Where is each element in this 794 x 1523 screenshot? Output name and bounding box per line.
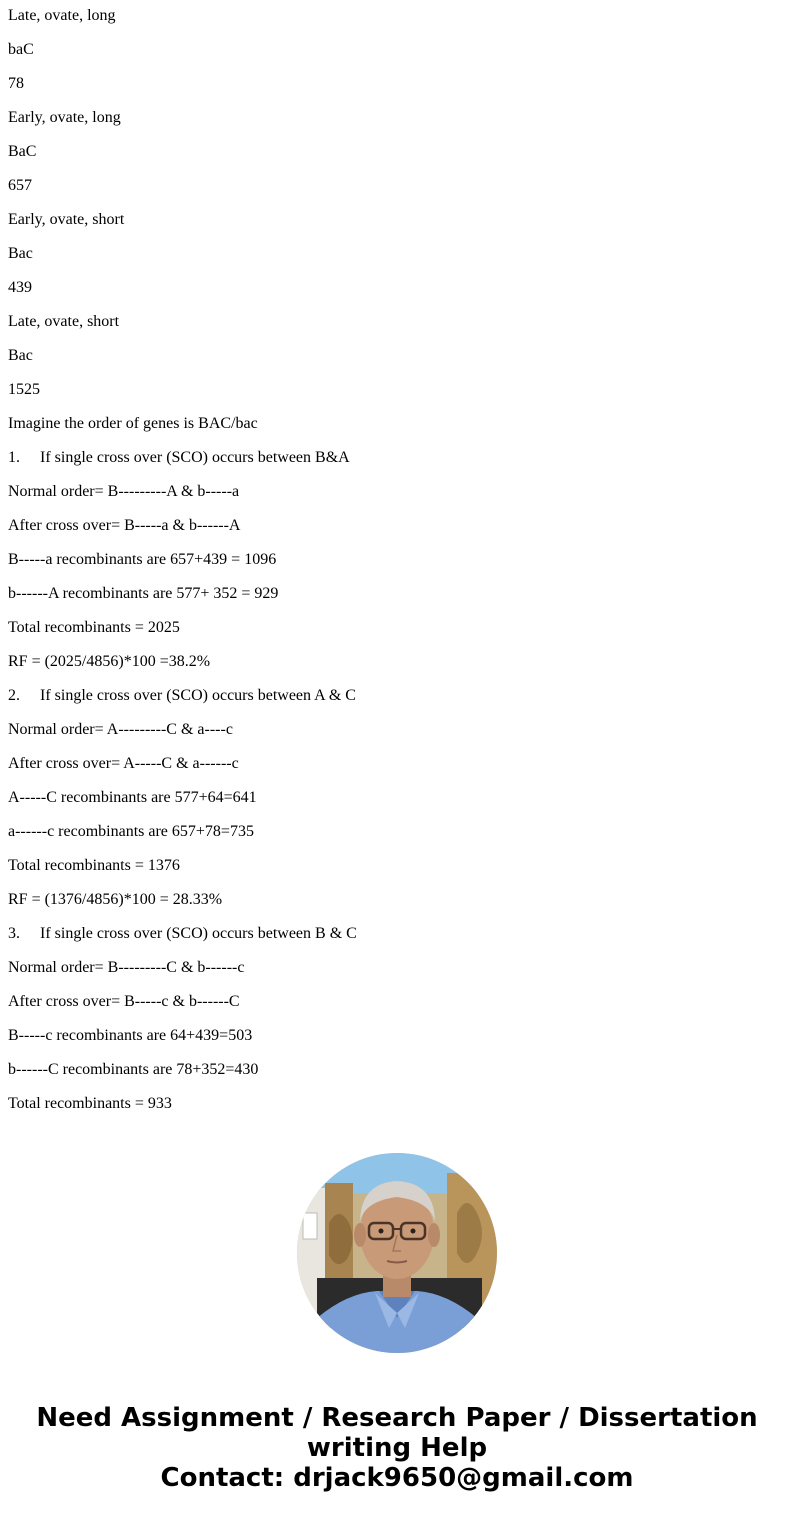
footer-line: writing Help xyxy=(306,1433,488,1463)
text-line: 78 xyxy=(8,75,24,92)
text-line: Total recombinants = 933 xyxy=(8,1095,172,1112)
section-heading xyxy=(8,449,788,467)
author-avatar xyxy=(297,1153,497,1353)
text-line: A-----C recombinants are 577+64=641 xyxy=(8,789,257,806)
section-heading-text: If single cross over (SCO) occurs between B&A xyxy=(40,449,350,466)
text-line: After cross over= B-----a & b------A xyxy=(8,517,241,534)
document-body xyxy=(8,0,788,1129)
section-heading xyxy=(8,925,788,943)
text-line: Late, ovate, short xyxy=(8,313,120,330)
text-line: After cross over= A-----C & a------c xyxy=(8,755,239,772)
section-number: 2. xyxy=(8,687,20,704)
text-line: After cross over= B-----c & b------C xyxy=(8,993,240,1010)
text-line: BaC xyxy=(8,143,37,160)
text-line: 657 xyxy=(8,177,32,194)
text-line: B-----c recombinants are 64+439=503 xyxy=(8,1027,253,1044)
section-heading-text: If single cross over (SCO) occurs between B & C xyxy=(40,925,357,942)
text-line: a------c recombinants are 657+78=735 xyxy=(8,823,254,840)
text-line: b------A recombinants are 577+ 352 = 929 xyxy=(8,585,279,602)
text-line: 439 xyxy=(8,279,32,296)
text-line: Imagine the order of genes is BAC/bac xyxy=(8,415,258,432)
text-line: Normal order= B---------C & b------c xyxy=(8,959,245,976)
section-heading-text: If single cross over (SCO) occurs between A & C xyxy=(40,687,356,704)
text-line: Bac xyxy=(8,245,33,262)
section-heading xyxy=(8,687,788,705)
text-line: RF = (2025/4856)*100 =38.2% xyxy=(8,653,211,670)
text-line: b------C recombinants are 78+352=430 xyxy=(8,1061,259,1078)
text-line: 1525 xyxy=(8,381,40,398)
text-line: Total recombinants = 1376 xyxy=(8,857,180,874)
section-number: 3. xyxy=(8,925,20,942)
text-line: Bac xyxy=(8,347,33,364)
text-line: Early, ovate, long xyxy=(8,109,121,126)
text-line: Early, ovate, short xyxy=(8,211,125,228)
text-line: RF = (1376/4856)*100 = 28.33% xyxy=(8,891,223,908)
text-line: Total recombinants = 2025 xyxy=(8,619,180,636)
section-number: 1. xyxy=(8,449,20,466)
footer-contact-email: Contact: drjack9650@gmail.com xyxy=(160,1463,634,1493)
text-line: baC xyxy=(8,41,34,58)
text-line: Normal order= A---------C & a----c xyxy=(8,721,233,738)
text-line: Normal order= B---------A & b-----a xyxy=(8,483,240,500)
footer-contact xyxy=(0,1403,794,1493)
text-line: Late, ovate, long xyxy=(8,7,116,24)
footer-line: Need Assignment / Research Paper / Dissertation xyxy=(36,1403,758,1433)
text-line: B-----a recombinants are 657+439 = 1096 xyxy=(8,551,277,568)
